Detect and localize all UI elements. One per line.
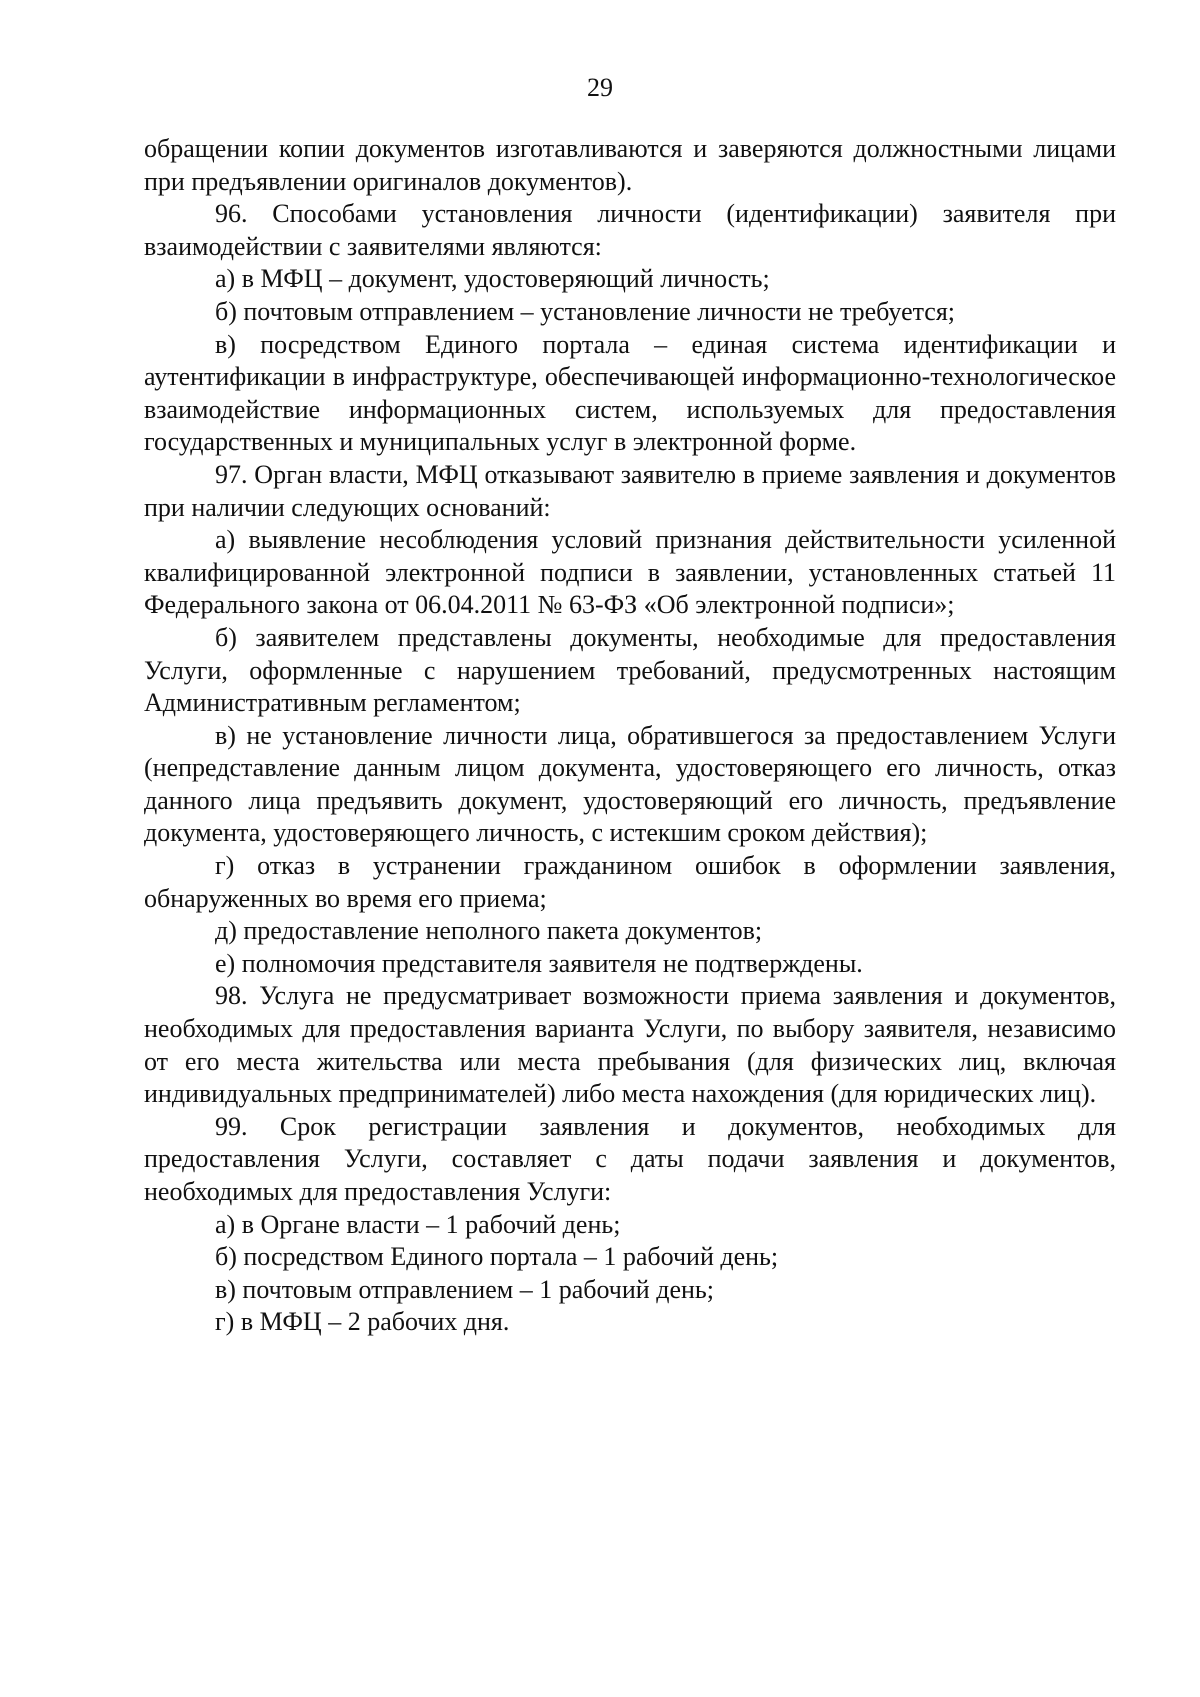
paragraph-99-v: в) почтовым отправлением – 1 рабочий день; bbox=[215, 1274, 714, 1304]
paragraph-96-a: а) в МФЦ – документ, удостоверяющий личность; bbox=[215, 264, 770, 294]
paragraph-96-b: б) почтовым отправлением – установление личности не требуется; bbox=[215, 296, 956, 326]
paragraph-continuation: обращении копии документов изготавливаются и заверяются должностными лицами при предъявлении оригиналов документов). bbox=[144, 134, 1116, 196]
paragraph-97-e: е) полномочия представителя заявителя не подтверждены. bbox=[215, 948, 863, 978]
paragraph-96: 96. Способами установления личности (идентификации) заявителя при взаимодействии с заявителями являются: bbox=[144, 199, 1116, 261]
document-body bbox=[144, 133, 1116, 1339]
paragraph-99-b: б) посредством Единого портала – 1 рабочий день; bbox=[215, 1242, 779, 1272]
paragraph-97-d: д) предоставление неполного пакета документов; bbox=[215, 916, 763, 946]
paragraph-99: 99. Срок регистрации заявления и документов, необходимых для предоставления Услуги, составляет с даты подачи заявления и документов, необходимых для предоставления Услуги: bbox=[144, 1111, 1116, 1206]
paragraph-97-g: г) отказ в устранении гражданином ошибок в оформлении заявления, обнаруженных во время его приема; bbox=[144, 851, 1116, 913]
paragraph-96-v: в) посредством Единого портала – единая система идентификации и аутентификации в инфраструктуре, обеспечивающей информационно-технологическое взаимодействие информационных систем, используемых для предоставления государственных и муниципальных услуг в электронной форме. bbox=[144, 329, 1116, 457]
page-number: 29 bbox=[587, 73, 613, 102]
paragraph-99-a: а) в Органе власти – 1 рабочий день; bbox=[215, 1209, 621, 1239]
paragraph-99-g: г) в МФЦ – 2 рабочих дня. bbox=[215, 1307, 510, 1337]
paragraph-98: 98. Услуга не предусматривает возможности приема заявления и документов, необходимых для предоставления варианта Услуги, по выбору заявителя, независимо от его места жительства или места пребывания (для физических лиц, включая индивидуальных предпринимателей) либо места нахождения (для юридических лиц). bbox=[144, 981, 1116, 1109]
paragraph-97-a: а) выявление несоблюдения условий признания действительности усиленной квалифицированной электронной подписи в заявлении, установленных статьей 11 Федерального закона от 06.04.2011 № 63-ФЗ «Об электронной подписи»; bbox=[144, 525, 1116, 620]
paragraph-97: 97. Орган власти, МФЦ отказывают заявителю в приеме заявления и документов при наличии следующих оснований: bbox=[144, 459, 1116, 522]
paragraph-97-b: б) заявителем представлены документы, необходимые для предоставления Услуги, оформленные с нарушением требований, предусмотренных настоящим Административным регламентом; bbox=[144, 622, 1116, 718]
paragraph-97-v: в) не установление личности лица, обратившегося за предоставлением Услуги (непредставление данным лицом документа, удостоверяющего его личность, отказ данного лица предъявить документ, удостоверяющий его личность, предъявление документа, удостоверяющего личность, с истекшим сроком действия); bbox=[144, 720, 1116, 848]
